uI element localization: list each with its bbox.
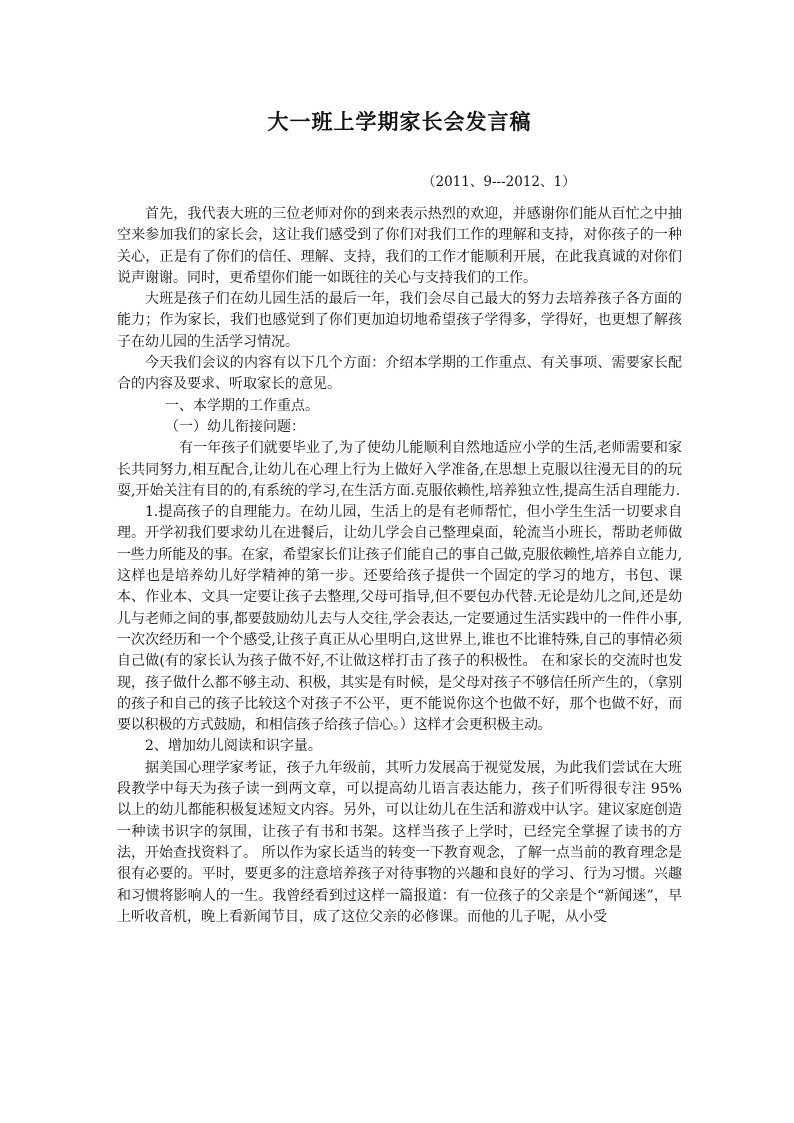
subsection-heading-transition: （一）幼儿衔接问题： (165, 418, 305, 435)
section-heading-focus: 一、本学期的工作重点。 (165, 397, 319, 414)
document-date: （2011、9---2012、1） (422, 174, 576, 190)
paragraph-transition: 有一年孩子们就要毕业了,为了使幼儿能顺利自然地适应小学的生活,老师需要和家长共同努力,相互配合,让幼儿在心理上行为上做好入学准备,在思想上克服以往漫无目的的玩耍,开始关注有目的的,有系统的学习,在生活方面.克服依赖性,培养独立性,提高生活自理能力. (117, 440, 682, 499)
paragraph-reading: 据美国心理学家考证，孩子九年级前，其听力发展高于视觉发展，为此我们尝试在大班段教学中每天为孩子读一到两文章，可以提高幼儿语言表达能力，孩子们听得很专注 95%以上的幼儿都能积极复述短文内容。另外，可以让幼儿在生活和游戏中认字。建议家庭创造一种读书识字的氛围，让孩子有书和书架。这样当孩子上学时，已经完全掌握了读书的方法，开始查找资料了。 所以作为家长适当的转变一下教育观念，了解一点当前的教育理念是很有必要的。平时，要更多的注意培养孩子对待事物的兴趣和良好的学习、行为习惯。兴趣和习惯将影响人的一生。我曾经看到过这样一篇报道：有一位孩子的父亲是个“新闻迷”，早上听收音机，晚上看新闻节目，成了这位父亲的必修课。而他的儿子呢，从小受 (117, 759, 682, 925)
document-title: 大一班上学期家长会发言稿 (267, 109, 532, 134)
paragraph-welcome: 首先，我代表大班的三位老师对你的到来表示热烈的欢迎，并感谢你们能从百忙之中抽空来参加我们的家长会，这让我们感受到了你们对我们工作的理解和支持，对你孩子的一种关心，正是有了你们的信任、理解、支持，我们的工作才能顺利开展，在此我真诚的对你们说声谢谢。同时，更希望你们能一如既往的关心与支持我们的工作。 (117, 206, 682, 286)
document-page (117, 96, 682, 928)
paragraph-agenda: 今天我们会议的内容有以下几个方面：介绍本学期的工作重点、有关事项、需要家长配合的内容及要求、听取家长的意见。 (117, 355, 682, 393)
item-heading-reading: 2、增加幼儿阅读和识字量。 (145, 738, 322, 755)
paragraph-self-care: 1.提高孩子的自理能力。在幼儿园，生活上的是有老师帮忙，但小学生生活一切要求自理。开学初我们要求幼儿在进餐后，让幼儿学会自己整理桌面，轮流当小班长，帮助老师做一些力所能及的事。在家，希望家长们让孩子们能自己的事自己做,克服依赖性,培养自立能力,这样也是培养幼儿好学精神的第一步。还要给孩子提供一个固定的学习的地方，书包、课本、作业本、文具一定要让孩子去整理,父母可指导,但不要包办代替.无论是幼儿之间,还是幼儿与老师之间的事,都要鼓励幼儿去与人交往,学会表达,一定要通过生活实践中的一件件小事,一次次经历和一个个感受,让孩子真正从心里明白,这世界上,谁也不比谁特殊,自己的事情必须自己做(有的家长认为孩子做不好,不让做这样打击了孩子的积极性。 在和家长的交流时也发现，孩子做什么都不够主动、积极，其实是有时候，是父母对孩子不够信任所产生的，（拿别的孩子和自己的孩子比较这个对孩子不公平，更不能说你这个也做不好，那个也做不好，而要以积极的方式鼓励，和相信孩子给孩子信心。）这样才会更积极主动。 (117, 504, 682, 734)
paragraph-final-year: 大班是孩子们在幼儿园生活的最后一年，我们会尽自己最大的努力去培养孩子各方面的能力；作为家长，我们也感觉到了你们更加迫切地希望孩子学得多，学得好，也更想了解孩子在幼儿园的生活学习情况。 (117, 291, 682, 350)
